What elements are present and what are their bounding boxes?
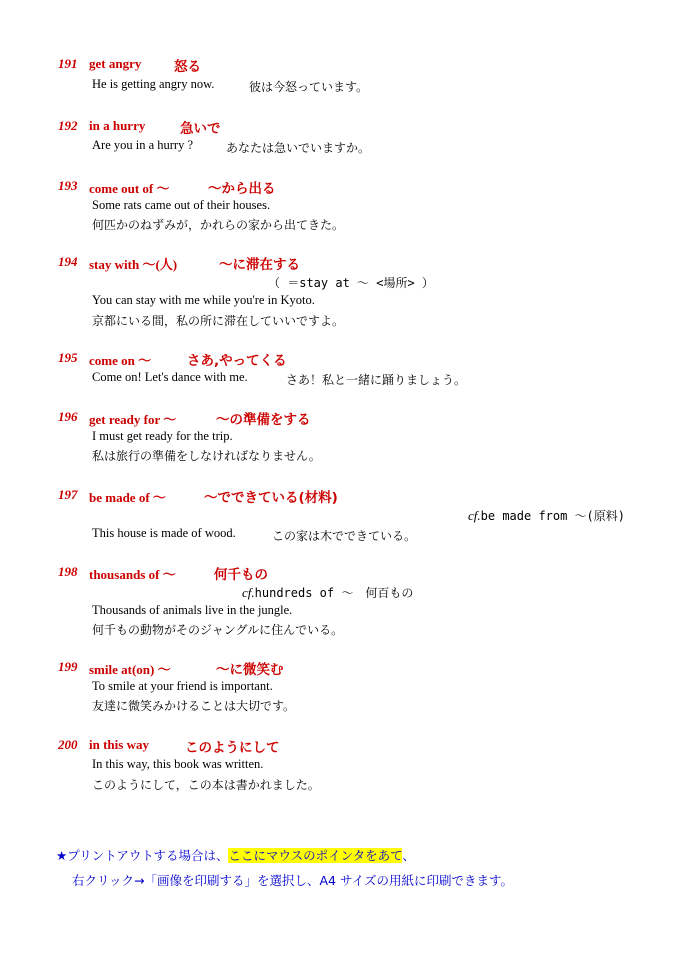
example-english: In this way, this book was written. bbox=[92, 757, 264, 771]
entry-meaning: このようにして bbox=[185, 740, 280, 756]
example-english: Are you in a hurry ? bbox=[92, 138, 194, 152]
usage-note: （ ＝stay at ～ <場所> ） bbox=[268, 276, 434, 290]
entry-meaning: ～でできている(材料) bbox=[204, 490, 338, 506]
usage-note bbox=[468, 507, 625, 524]
entry-number: 199 bbox=[58, 659, 78, 674]
entry-phrase: be made of ～ bbox=[89, 490, 166, 505]
example-english: Some rats came out of their houses. bbox=[92, 198, 271, 212]
example-english: This house is made of wood. bbox=[92, 526, 236, 540]
print-instructions-intro: プリントアウトする場合は、 bbox=[67, 848, 229, 863]
entry-meaning: さあ,やってくる bbox=[187, 353, 287, 369]
entry-phrase: thousands of ～ bbox=[89, 567, 176, 582]
entry-phrase: get ready for ～ bbox=[89, 412, 177, 427]
example-japanese: 彼は今怒っています。 bbox=[249, 80, 369, 94]
entry-phrase: stay with ～(人) bbox=[89, 257, 178, 272]
example-japanese: 京都にいる間，私の所に滞在していいですよ。 bbox=[92, 314, 345, 328]
entry-meaning: ～に微笑む bbox=[216, 662, 284, 678]
entry-number: 194 bbox=[58, 254, 78, 269]
entry-phrase: smile at(on) ～ bbox=[89, 662, 171, 677]
print-instructions-comma: 、 bbox=[402, 848, 415, 863]
print-hover-target[interactable]: ここにマウスのポインタをあて bbox=[228, 848, 403, 863]
entry-phrase: in a hurry bbox=[89, 118, 146, 133]
example-english: Come on! Let's dance with me. bbox=[92, 370, 248, 384]
entry-meaning: ～から出る bbox=[208, 181, 276, 197]
entry-number: 192 bbox=[58, 118, 78, 133]
usage-note-text: be made from ～(原料) bbox=[480, 509, 626, 523]
usage-note bbox=[242, 584, 413, 601]
example-english: Thousands of animals live in the jungle. bbox=[92, 603, 293, 617]
example-japanese: 何千もの動物がそのジャングルに住んでいる。 bbox=[92, 623, 344, 637]
print-instructions-line2: 右クリック→「画像を印刷する」を選択し、A4 サイズの用紙に印刷できます。 bbox=[72, 873, 513, 888]
entry-meaning: ～の準備をする bbox=[216, 412, 311, 428]
entry-phrase: come on ～ bbox=[89, 353, 152, 368]
example-japanese: さあ！私と一緒に踊りましょう。 bbox=[286, 373, 467, 387]
example-japanese: 友達に微笑みかけることは大切です。 bbox=[92, 699, 296, 713]
entry-number: 196 bbox=[58, 409, 78, 424]
star-icon: ★ bbox=[56, 848, 68, 863]
cf-label: cf. bbox=[242, 585, 255, 600]
entry-meaning: 急いで bbox=[180, 121, 221, 137]
entry-meaning: 怒る bbox=[174, 59, 201, 75]
example-english: You can stay with me while you're in Kyoto. bbox=[92, 293, 315, 307]
cf-label: cf. bbox=[468, 508, 481, 523]
entry-number: 197 bbox=[58, 487, 78, 502]
print-instructions-line1 bbox=[56, 846, 415, 864]
entry-meaning: 何千もの bbox=[214, 567, 268, 583]
entry-phrase: come out of ～ bbox=[89, 181, 170, 196]
entry-number: 200 bbox=[58, 737, 78, 752]
entry-number: 191 bbox=[58, 56, 78, 71]
entry-number: 195 bbox=[58, 350, 78, 365]
entry-number: 198 bbox=[58, 564, 78, 579]
example-japanese: あなたは急いでいますか。 bbox=[226, 141, 371, 155]
example-japanese: このようにして，この本は書かれました。 bbox=[92, 778, 320, 792]
entry-phrase: get angry bbox=[89, 56, 142, 71]
entry-meaning: ～に滞在する bbox=[219, 257, 300, 273]
entry-number: 193 bbox=[58, 178, 78, 193]
example-english: I must get ready for the trip. bbox=[92, 429, 233, 443]
example-english: To smile at your friend is important. bbox=[92, 679, 273, 693]
usage-note-text: hundreds of ～ 何百もの bbox=[254, 586, 414, 600]
example-japanese: 私は旅行の準備をしなければなりません。 bbox=[92, 449, 321, 463]
entry-phrase: in this way bbox=[89, 737, 149, 752]
example-english: He is getting angry now. bbox=[92, 77, 215, 91]
example-japanese: 何匹かのねずみが，かれらの家から出てきた。 bbox=[92, 218, 345, 232]
example-japanese: この家は木でできている。 bbox=[272, 529, 417, 543]
